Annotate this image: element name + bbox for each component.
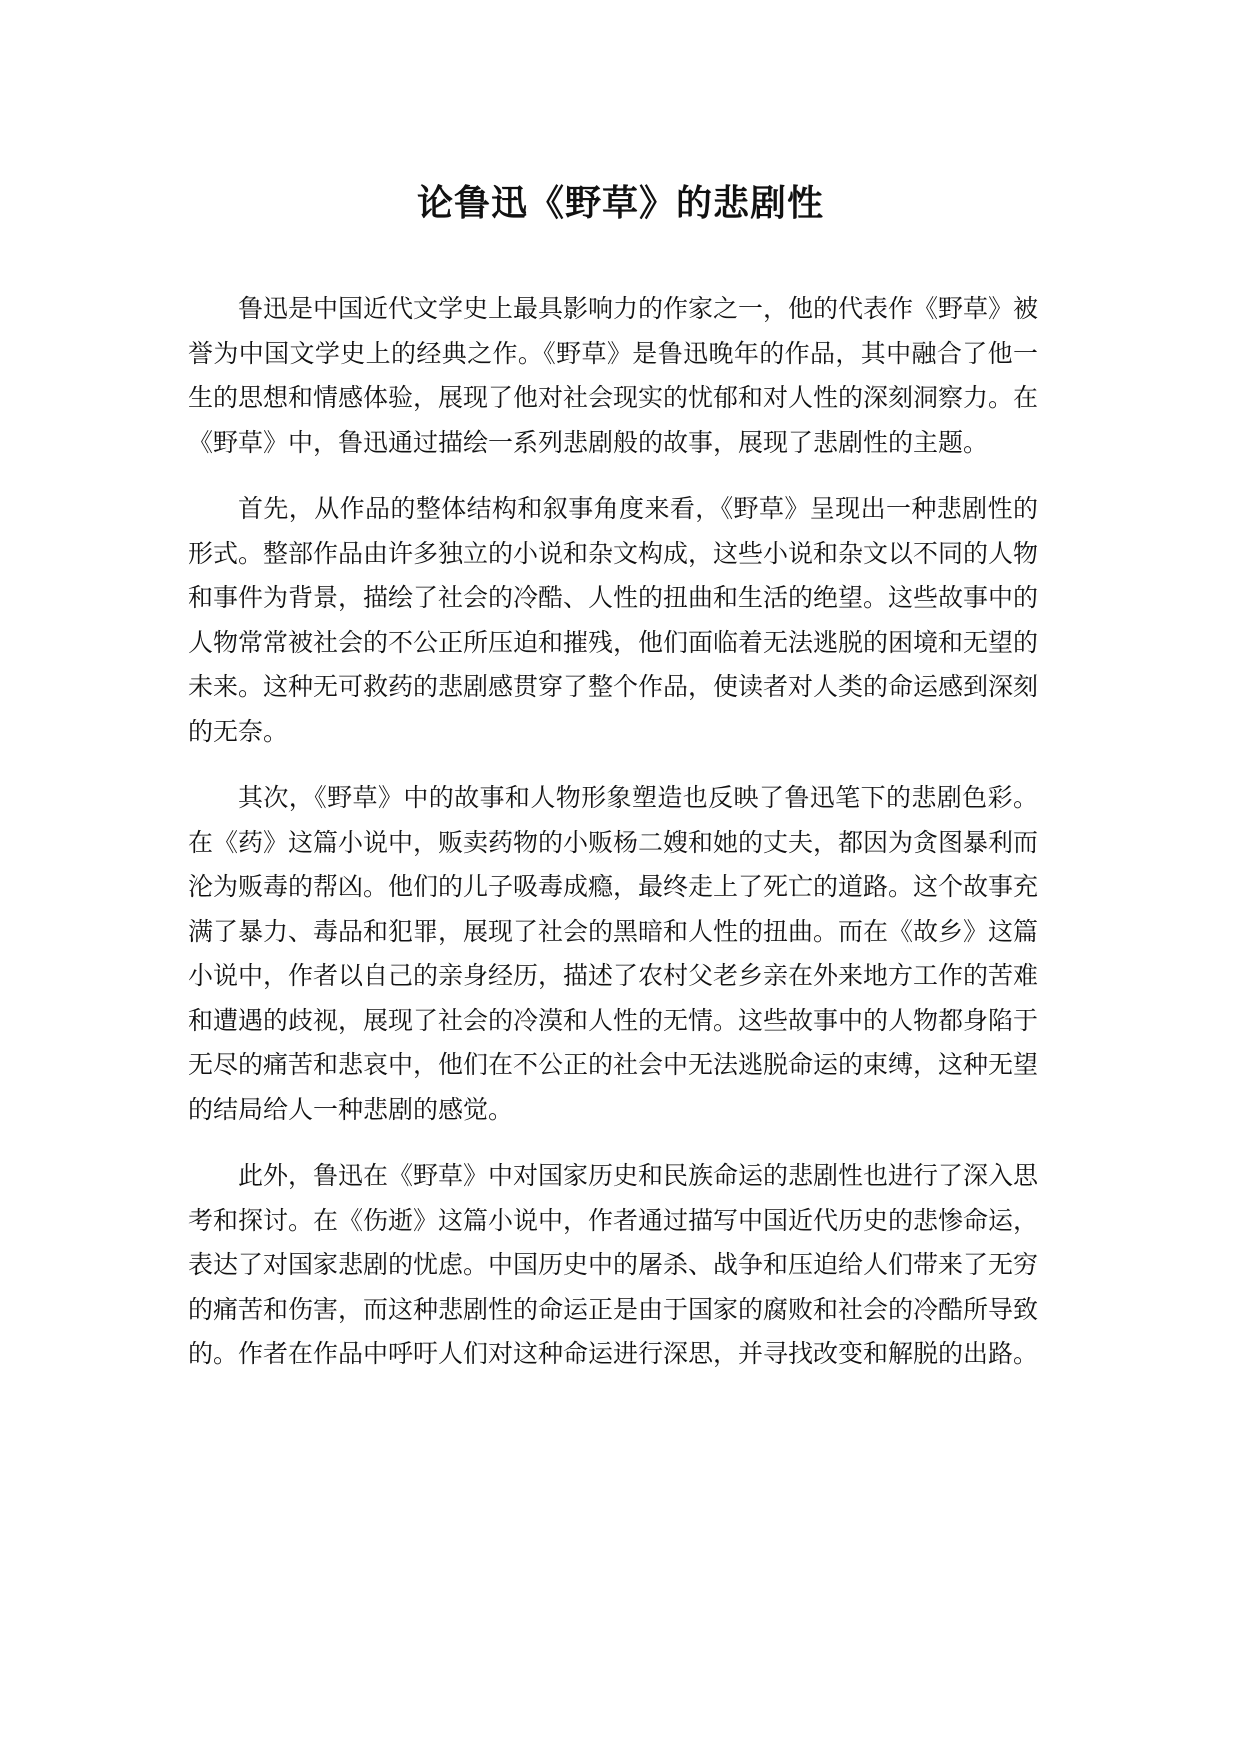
document-body xyxy=(188,287,1038,1399)
paragraph-1: 鲁迅是中国近代文学史上最具影响力的作家之一，他的代表作《野草》被誉为中国文学史上的经典之作。《野草》是鲁迅晚年的作品，其中融合了他一生的思想和情感体验，展现了他对社会现实的忧郁和对人性的深刻洞察力。在《野草》中，鲁迅通过描绘一系列悲剧般的故事，展现了悲剧性的主题。 xyxy=(188,294,1039,457)
paragraph-4: 此外，鲁迅在《野草》中对国家历史和民族命运的悲剧性也进行了深入思考和探讨。在《伤逝》这篇小说中，作者通过描写中国近代历史的悲惨命运，表达了对国家悲剧的忧虑。中国历史中的屠杀、战争和压迫给人们带来了无穷的痛苦和伤害，而这种悲剧性的命运正是由于国家的腐败和社会的冷酷所导致的。作者在作品中呼吁人们对这种命运进行深思，并寻找改变和解脱的出路。 xyxy=(188,1161,1039,1368)
paragraph-3: 其次，《野草》中的故事和人物形象塑造也反映了鲁迅笔下的悲剧色彩。在《药》这篇小说中，贩卖药物的小贩杨二嫂和她的丈夫，都因为贪图暴利而沦为贩毒的帮凶。他们的儿子吸毒成瘾，最终走上了死亡的道路。这个故事充满了暴力、毒品和犯罪，展现了社会的黑暗和人性的扭曲。而在《故乡》这篇小说中，作者以自己的亲身经历，描述了农村父老乡亲在外来地方工作的苦难和遭遇的歧视，展现了社会的冷漠和人性的无情。这些故事中的人物都身陷于无尽的痛苦和悲哀中，他们在不公正的社会中无法逃脱命运的束缚，这种无望的结局给人一种悲剧的感觉。 xyxy=(188,783,1039,1124)
paragraph-2: 首先，从作品的整体结构和叙事角度来看，《野草》呈现出一种悲剧性的形式。整部作品由许多独立的小说和杂文构成，这些小说和杂文以不同的人物和事件为背景，描绘了社会的冷酷、人性的扭曲和生活的绝望。这些故事中的人物常常被社会的不公正所压迫和摧残，他们面临着无法逃脱的困境和无望的未来。这种无可救药的悲剧感贯穿了整个作品，使读者对人类的命运感到深刻的无奈。 xyxy=(188,494,1039,746)
document-title: 论鲁迅《野草》的悲剧性 xyxy=(416,183,824,224)
